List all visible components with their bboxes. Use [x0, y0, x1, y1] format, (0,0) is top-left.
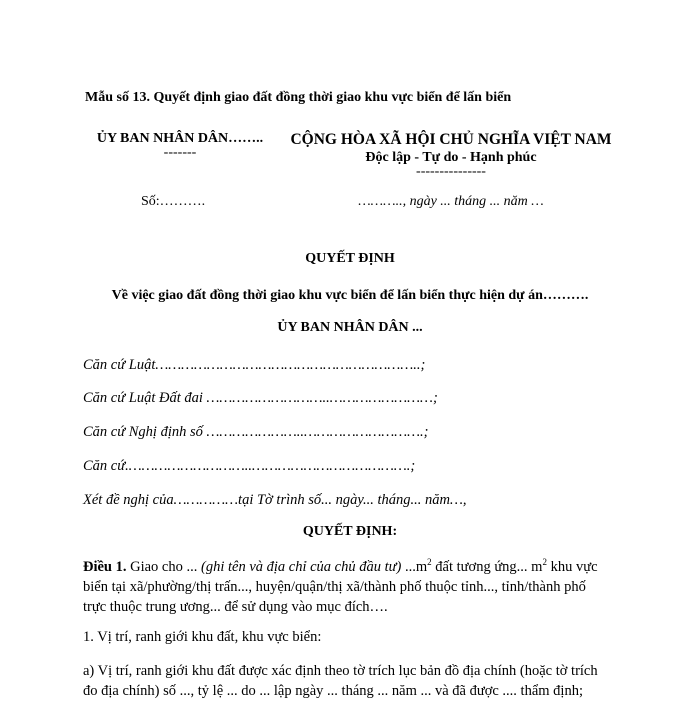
decision-heading: QUYẾT ĐỊNH: [302, 524, 398, 539]
legal-basis-other: Căn cứ.………………………..……………………………….; [83, 458, 416, 474]
document-number: Số:………. [141, 194, 206, 209]
proposal-basis: Xét đề nghị của……………tại Tờ trình số... ngày... tháng... năm…, [83, 492, 467, 508]
investor-placeholder: (ghi tên và địa chỉ của chủ đầu tư) [201, 559, 402, 575]
form-title: Mẫu số 13. Quyết định giao đất đồng thời giao khu vực biển để lấn biển [85, 90, 512, 105]
document-date: ……….., ngày ... tháng ... năm … [358, 194, 544, 209]
authority-divider: ------- [163, 145, 197, 160]
legal-basis-decree: Căn cứ Nghị định số …………………..……………………….; [83, 424, 429, 440]
national-motto: Độc lập - Tự do - Hạnh phúc [365, 150, 537, 165]
issuer-name: ỦY BAN NHÂN DÂN ... [277, 320, 423, 335]
national-title: CỘNG HÒA XÃ HỘI CHỦ NGHĨA VIỆT NAM [290, 131, 612, 148]
decision-subject: Về việc giao đất đồng thời giao khu vực biển để lấn biển thực hiện dự án………. [111, 288, 589, 303]
article-1-line-1: Điều 1. Giao cho ... (ghi tên và địa chỉ của chủ đầu tư) $...m^2$ đất tương ứng... $m^2$ khu vực [83, 557, 598, 575]
legal-basis-law: Căn cứ Luật……………………………………………………..; [83, 357, 426, 373]
item-1a-line-1: a) Vị trí, ranh giới khu đất được xác định theo tờ trích lục bản đồ địa chính (hoặc tờ trích [83, 663, 598, 679]
motto-divider: --------------- [416, 164, 486, 179]
item-1: 1. Vị trí, ranh giới khu đất, khu vực biển: [83, 629, 322, 645]
article-1-line-2: biển tại xã/phường/thị trấn..., huyện/quận/thị xã/thành phố thuộc tỉnh..., tỉnh/thành phố [83, 579, 586, 595]
legal-basis-land-law: Căn cứ Luật Đất đai ………………………..……………………; [83, 390, 438, 406]
article-1-label: Điều 1. [83, 559, 127, 575]
item-1a-line-2: đo địa chính) số ..., tỷ lệ ... do ... lập ngày ... tháng ... năm ... và đã được .... thẩm định; [83, 683, 583, 699]
issuing-authority: ỦY BAN NHÂN DÂN…….. [96, 131, 264, 146]
decision-title: QUYẾT ĐỊNH [305, 251, 395, 266]
article-1-line-3: trực thuộc trung ương... để sử dụng vào mục đích…. [83, 599, 388, 615]
